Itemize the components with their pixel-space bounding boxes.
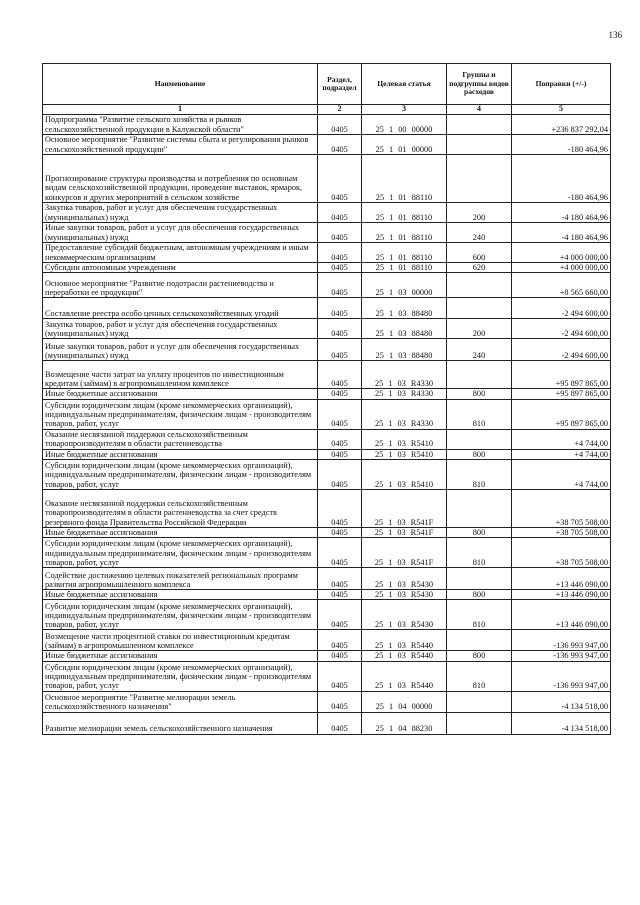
row-amount: +38 705 508,00 — [512, 489, 611, 527]
row-group: 240 — [447, 223, 512, 243]
header-target: Целевая статья — [362, 64, 447, 105]
row-name: Оказание несвязанной поддержки сельскохозяйственным товаропроизводителям в области растениеводства — [43, 429, 318, 449]
row-target: 25 1 03 R5410 — [362, 459, 447, 489]
row-name: Закупка товаров, работ и услуг для обеспечения государственных (муниципальных) нужд — [43, 319, 318, 339]
row-name: Иные бюджетные ассигнования — [43, 527, 318, 537]
row-section: 0405 — [318, 568, 362, 590]
row-target: 25 1 03 R541F — [362, 527, 447, 537]
row-name: Развитие мелиорации земель сельскохозяйственного назначения — [43, 712, 318, 734]
row-group: 800 — [447, 527, 512, 537]
row-name: Содействие достижению целевых показателей региональных программ развития агропромышленного комплекса — [43, 568, 318, 590]
row-group: 240 — [447, 339, 512, 361]
row-target: 25 1 03 88480 — [362, 298, 447, 319]
table-header-row — [43, 64, 611, 105]
row-name: Иные бюджетные ассигнования — [43, 651, 318, 661]
row-section: 0405 — [318, 263, 362, 273]
table-row — [43, 651, 611, 661]
header-groups: Группы и подгруппы видов расходов — [447, 64, 512, 105]
row-name: Составление реестра особо ценных сельскохозяйственных угодий — [43, 298, 318, 319]
row-section: 0405 — [318, 273, 362, 298]
row-name: Субсидии юридическим лицам (кроме некоммерческих организаций), индивидуальным предпринимателям, физическим лицам - производителям товаров, работ, услуг — [43, 661, 318, 691]
row-name: Субсидии юридическим лицам (кроме некоммерческих организаций), индивидуальным предпринимателям, физическим лицам - производителям товаров, работ, услуг — [43, 600, 318, 630]
row-section: 0405 — [318, 135, 362, 155]
row-name: Субсидии юридическим лицам (кроме некоммерческих организаций), индивидуальным предпринимателям, физическим лицам - производителям товаров, работ, услуг — [43, 459, 318, 489]
row-amount: +4 000 000,00 — [512, 243, 611, 263]
table-row — [43, 155, 611, 203]
table-row — [43, 630, 611, 651]
row-section: 0405 — [318, 399, 362, 429]
table-row — [43, 339, 611, 361]
row-group: 810 — [447, 538, 512, 568]
row-section: 0405 — [318, 691, 362, 712]
table-row — [43, 489, 611, 527]
row-target: 25 1 03 R5440 — [362, 651, 447, 661]
row-target: 25 1 03 R5430 — [362, 568, 447, 590]
row-target: 25 1 03 R5430 — [362, 590, 447, 600]
row-target: 25 1 03 R4330 — [362, 361, 447, 389]
row-amount: -180 464,96 — [512, 135, 611, 155]
row-section: 0405 — [318, 243, 362, 263]
header-section: Раздел, подраздел — [318, 64, 362, 105]
table-row — [43, 712, 611, 734]
row-group — [447, 273, 512, 298]
column-number: 3 — [362, 105, 447, 115]
row-target: 25 1 03 R541F — [362, 538, 447, 568]
row-section: 0405 — [318, 630, 362, 651]
row-name: Оказание несвязанной поддержки сельскохозяйственным товаропроизводителям в области растениеводства за счет средств резервного фонда Правительства Российской Федерации — [43, 489, 318, 527]
row-section: 0405 — [318, 155, 362, 203]
row-group — [447, 489, 512, 527]
row-group — [447, 712, 512, 734]
row-name: Возмещение части процентной ставки по инвестиционным кредитам (займам) в агропромышленном комплексе — [43, 630, 318, 651]
column-number: 2 — [318, 105, 362, 115]
table-row — [43, 223, 611, 243]
table-row — [43, 115, 611, 135]
row-group: 620 — [447, 263, 512, 273]
row-target: 25 1 01 88110 — [362, 203, 447, 223]
row-group — [447, 135, 512, 155]
row-target: 25 1 03 R5430 — [362, 600, 447, 630]
row-amount: -136 993 947,00 — [512, 651, 611, 661]
row-section: 0405 — [318, 203, 362, 223]
row-name: Субсидии автономным учреждениям — [43, 263, 318, 273]
row-target: 25 1 03 R5410 — [362, 429, 447, 449]
row-amount: +236 837 292,04 — [512, 115, 611, 135]
row-group — [447, 298, 512, 319]
row-target: 25 1 01 88110 — [362, 155, 447, 203]
table-row — [43, 568, 611, 590]
table-row — [43, 527, 611, 537]
row-group: 800 — [447, 389, 512, 399]
column-number: 4 — [447, 105, 512, 115]
row-amount: +95 897 865,00 — [512, 389, 611, 399]
row-name: Иные бюджетные ассигнования — [43, 449, 318, 459]
row-amount: +8 565 660,00 — [512, 273, 611, 298]
table-row — [43, 449, 611, 459]
row-name: Подпрограмма "Развитие сельского хозяйства и рынков сельскохозяйственной продукции в Калужской области" — [43, 115, 318, 135]
row-target: 25 1 04 00000 — [362, 691, 447, 712]
table-row — [43, 203, 611, 223]
header-amendments: Поправки (+/-) — [512, 64, 611, 105]
row-name: Предоставление субсидий бюджетным, автономным учреждениям и иным некоммерческим организациям — [43, 243, 318, 263]
row-amount: +95 897 865,00 — [512, 361, 611, 389]
row-section: 0405 — [318, 429, 362, 449]
row-group: 810 — [447, 661, 512, 691]
row-amount: +13 446 090,00 — [512, 568, 611, 590]
row-target: 25 1 03 R541F — [362, 489, 447, 527]
row-name: Основное мероприятие "Развитие системы сбыта и регулирования рынков сельскохозяйственной продукции" — [43, 135, 318, 155]
row-amount: +4 744,00 — [512, 449, 611, 459]
row-target: 25 1 00 00000 — [362, 115, 447, 135]
table-row — [43, 600, 611, 630]
row-name: Закупка товаров, работ и услуг для обеспечения государственных (муниципальных) нужд — [43, 203, 318, 223]
row-name: Иные закупки товаров, работ и услуг для обеспечения государственных (муниципальных) нужд — [43, 339, 318, 361]
row-amount: -4 134 518,00 — [512, 712, 611, 734]
row-amount: +4 000 000,00 — [512, 263, 611, 273]
row-group — [447, 630, 512, 651]
row-amount: +95 897 865,00 — [512, 399, 611, 429]
row-target: 25 1 01 88110 — [362, 223, 447, 243]
table-row — [43, 691, 611, 712]
table-row — [43, 135, 611, 155]
table-row — [43, 661, 611, 691]
row-target: 25 1 01 00000 — [362, 135, 447, 155]
budget-amendments-table — [42, 63, 611, 735]
table-row — [43, 389, 611, 399]
row-amount: -4 180 464,96 — [512, 203, 611, 223]
row-section: 0405 — [318, 389, 362, 399]
table-row — [43, 298, 611, 319]
row-name: Основное мероприятие "Развитие подотрасли растениеводства и переработки ее продукции" — [43, 273, 318, 298]
row-section: 0405 — [318, 115, 362, 135]
row-amount: +4 744,00 — [512, 459, 611, 489]
row-amount: -2 494 600,00 — [512, 298, 611, 319]
table-row — [43, 459, 611, 489]
row-section: 0405 — [318, 319, 362, 339]
column-number: 1 — [43, 105, 318, 115]
row-target: 25 1 03 88480 — [362, 339, 447, 361]
row-target: 25 1 01 88110 — [362, 243, 447, 263]
row-section: 0405 — [318, 459, 362, 489]
row-target: 25 1 01 88110 — [362, 263, 447, 273]
row-target: 25 1 03 R5410 — [362, 449, 447, 459]
row-amount: +38 705 508,00 — [512, 527, 611, 537]
row-group: 800 — [447, 449, 512, 459]
row-amount: -136 993 947,00 — [512, 630, 611, 651]
row-section: 0405 — [318, 600, 362, 630]
column-number-row — [43, 105, 611, 115]
row-group — [447, 361, 512, 389]
row-section: 0405 — [318, 339, 362, 361]
row-amount: -136 993 947,00 — [512, 661, 611, 691]
row-amount: -2 494 600,00 — [512, 319, 611, 339]
row-group: 200 — [447, 203, 512, 223]
column-number: 5 — [512, 105, 611, 115]
table-row — [43, 243, 611, 263]
table-row — [43, 399, 611, 429]
row-name: Субсидии юридическим лицам (кроме некоммерческих организаций), индивидуальным предпринимателям, физическим лицам - производителям товаров, работ, услуг — [43, 538, 318, 568]
row-section: 0405 — [318, 489, 362, 527]
row-section: 0405 — [318, 223, 362, 243]
row-section: 0405 — [318, 651, 362, 661]
row-target: 25 1 04 88230 — [362, 712, 447, 734]
row-name: Иные бюджетные ассигнования — [43, 389, 318, 399]
row-group: 600 — [447, 243, 512, 263]
row-group — [447, 155, 512, 203]
row-amount: +4 744,00 — [512, 429, 611, 449]
row-name: Прогнозирование структуры производства и потребления по основным видам сельскохозяйственной продукции, проведение выставок, ярмарок, конкурсов и других мероприятий в сельском хозяйстве — [43, 155, 318, 203]
row-group: 800 — [447, 651, 512, 661]
row-section: 0405 — [318, 590, 362, 600]
row-section: 0405 — [318, 449, 362, 459]
row-group: 810 — [447, 399, 512, 429]
row-name: Иные закупки товаров, работ и услуг для обеспечения государственных (муниципальных) нужд — [43, 223, 318, 243]
table-body — [43, 115, 611, 735]
row-name: Иные бюджетные ассигнования — [43, 590, 318, 600]
row-group: 200 — [447, 319, 512, 339]
row-amount: +13 446 090,00 — [512, 590, 611, 600]
row-amount: +13 446 090,00 — [512, 600, 611, 630]
table-row — [43, 319, 611, 339]
row-amount: -4 180 464,96 — [512, 223, 611, 243]
row-section: 0405 — [318, 661, 362, 691]
table-row — [43, 590, 611, 600]
row-amount: -4 134 518,00 — [512, 691, 611, 712]
row-section: 0405 — [318, 298, 362, 319]
table-row — [43, 273, 611, 298]
row-group: 810 — [447, 600, 512, 630]
row-target: 25 1 03 R4330 — [362, 389, 447, 399]
row-name: Основное мероприятие "Развитие мелиорации земель сельскохозяйственного назначения" — [43, 691, 318, 712]
table-row — [43, 538, 611, 568]
row-group — [447, 429, 512, 449]
page-number: 136 — [608, 30, 622, 40]
row-target: 25 1 03 R5440 — [362, 661, 447, 691]
row-name: Возмещение части затрат на уплату процентов по инвестиционным кредитам (займам) в агропромышленном комплексе — [43, 361, 318, 389]
row-target: 25 1 03 00000 — [362, 273, 447, 298]
row-amount: +38 705 508,00 — [512, 538, 611, 568]
table-row — [43, 361, 611, 389]
row-group — [447, 568, 512, 590]
header-name: Наименование — [43, 64, 318, 105]
table-row — [43, 429, 611, 449]
row-target: 25 1 03 R5440 — [362, 630, 447, 651]
row-section: 0405 — [318, 361, 362, 389]
table-row — [43, 263, 611, 273]
row-target: 25 1 03 R4330 — [362, 399, 447, 429]
row-section: 0405 — [318, 712, 362, 734]
row-group — [447, 115, 512, 135]
row-name: Субсидии юридическим лицам (кроме некоммерческих организаций), индивидуальным предпринимателям, физическим лицам - производителям товаров, работ, услуг — [43, 399, 318, 429]
row-group: 810 — [447, 459, 512, 489]
row-amount: -2 494 600,00 — [512, 339, 611, 361]
row-section: 0405 — [318, 527, 362, 537]
row-group — [447, 691, 512, 712]
row-target: 25 1 03 88480 — [362, 319, 447, 339]
row-section: 0405 — [318, 538, 362, 568]
row-group: 800 — [447, 590, 512, 600]
row-amount: -180 464,96 — [512, 155, 611, 203]
